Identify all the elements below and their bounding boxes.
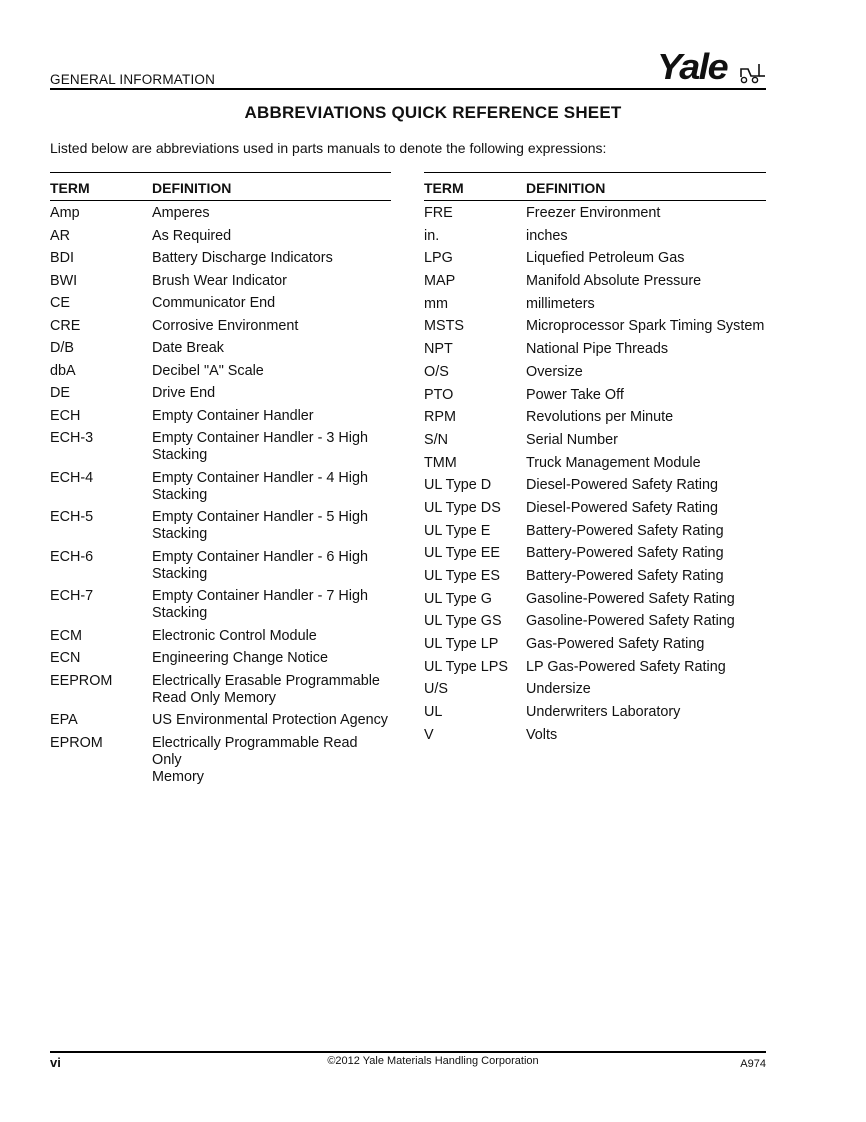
term-cell: mm — [424, 295, 448, 312]
table-row — [424, 294, 766, 317]
definition-cell: US Environmental Protection Agency — [152, 712, 388, 728]
table-row — [424, 316, 766, 339]
table-row — [424, 271, 766, 294]
definition-cell: Volts — [526, 726, 558, 743]
table-row — [50, 203, 391, 226]
term-cell: in. — [424, 227, 440, 244]
definition-cell: Empty Container Handler — [152, 407, 314, 424]
term-header: TERM — [50, 180, 90, 196]
definition-cell: Power Take Off — [526, 386, 624, 403]
definition-cell: Drive End — [152, 385, 216, 401]
term-cell: LPG — [424, 250, 453, 267]
table-row — [424, 203, 766, 226]
definition-cell: Battery Discharge Indicators — [152, 250, 333, 266]
table-row — [424, 385, 766, 408]
table-row — [50, 316, 391, 339]
table-row — [424, 702, 766, 725]
definition-cell: Empty Container Handler - 5 High Stacking — [152, 509, 368, 542]
term-cell: ECH-6 — [50, 548, 94, 565]
left-table-header — [50, 172, 391, 201]
table-row — [424, 453, 766, 476]
term-cell: DE — [50, 385, 70, 401]
table-row — [424, 430, 766, 453]
table-row — [424, 362, 766, 385]
term-cell: ECH-5 — [50, 509, 94, 525]
definition-cell: Battery-Powered Safety Rating — [526, 522, 724, 539]
term-cell: O/S — [424, 363, 449, 380]
definition-cell: Diesel-Powered Safety Rating — [526, 499, 718, 516]
table-row — [50, 248, 391, 271]
right-column — [424, 172, 766, 748]
definition-cell: Truck Management Module — [526, 454, 701, 471]
table-row — [424, 498, 766, 521]
definition-cell: Freezer Environment — [526, 205, 661, 221]
term-cell: ECN — [50, 650, 81, 666]
term-cell: UL Type G — [424, 590, 492, 607]
definition-cell: Electrically Erasable Programmable Read Only Memory — [152, 672, 380, 706]
term-cell: EPROM — [50, 734, 103, 751]
table-row — [424, 679, 766, 702]
definition-cell: Engineering Change Notice — [152, 650, 329, 666]
term-cell: BDI — [50, 250, 74, 266]
definition-cell: Electrically Programmable Read Only Memory — [152, 734, 358, 785]
term-cell: UL Type E — [424, 522, 491, 539]
definition-cell: Oversize — [526, 363, 583, 380]
table-row — [50, 710, 391, 733]
definition-cell: Battery-Powered Safety Rating — [526, 568, 724, 584]
definition-cell: millimeters — [526, 295, 595, 312]
term-cell: NPT — [424, 341, 453, 358]
term-cell: UL Type EE — [424, 545, 500, 562]
term-cell: CE — [50, 295, 70, 311]
table-row — [424, 339, 766, 362]
table-row — [50, 671, 391, 711]
copyright: ©2012 Yale Materials Handling Corporation — [327, 1055, 539, 1067]
right-table-header — [424, 172, 766, 201]
logo-text: Yale — [657, 46, 728, 87]
table-row — [424, 248, 766, 271]
term-cell: ECM — [50, 627, 82, 644]
term-cell: TMM — [424, 454, 457, 471]
table-row — [50, 733, 391, 790]
term-cell: ECH-3 — [50, 430, 94, 446]
section-header: GENERAL INFORMATION — [50, 72, 216, 87]
table-row — [50, 648, 391, 671]
definition-cell: Microprocessor Spark Timing System — [526, 318, 765, 335]
term-cell: UL Type LP — [424, 636, 499, 653]
forklift-icon — [738, 61, 766, 85]
right-rows — [424, 203, 766, 748]
definition-cell: Empty Container Handler - 3 High Stacking — [152, 430, 368, 463]
definition-cell: Brush Wear Indicator — [152, 272, 287, 289]
table-row — [50, 428, 391, 468]
table-row — [50, 406, 391, 429]
yale-logo — [657, 46, 767, 88]
definition-cell: As Required — [152, 227, 232, 244]
term-cell: EEPROM — [50, 672, 113, 689]
term-cell: UL Type LPS — [424, 658, 508, 675]
table-row — [424, 475, 766, 498]
term-cell: UL Type D — [424, 477, 492, 494]
term-header: TERM — [424, 180, 464, 196]
table-row — [50, 338, 391, 361]
table-row — [50, 361, 391, 384]
definition-cell: Diesel-Powered Safety Rating — [526, 477, 718, 494]
table-row — [50, 468, 391, 508]
definition-cell: inches — [526, 227, 568, 244]
document-code: A974 — [740, 1058, 766, 1070]
definition-cell: Gas-Powered Safety Rating — [526, 636, 705, 653]
table-row — [50, 293, 391, 316]
table-row — [50, 383, 391, 406]
term-cell: D/B — [50, 340, 74, 356]
table-row — [50, 626, 391, 649]
table-row — [424, 407, 766, 430]
term-cell: U/S — [424, 681, 448, 698]
table-row — [424, 634, 766, 657]
definition-cell: Empty Container Handler - 6 High Stacking — [152, 548, 368, 582]
definition-cell: Manifold Absolute Pressure — [526, 273, 702, 290]
term-cell: BWI — [50, 272, 78, 289]
left-column — [50, 172, 391, 789]
term-cell: UL Type GS — [424, 613, 502, 630]
term-cell: Amp — [50, 205, 80, 221]
definition-cell: Corrosive Environment — [152, 317, 299, 334]
definition-cell: Date Break — [152, 340, 224, 356]
table-row — [50, 271, 391, 294]
term-cell: FRE — [424, 205, 453, 221]
table-row — [424, 611, 766, 634]
definition-cell: Battery-Powered Safety Rating — [526, 545, 724, 562]
definition-cell: Empty Container Handler - 4 High Stacking — [152, 469, 368, 503]
definition-cell: Gasoline-Powered Safety Rating — [526, 590, 735, 607]
term-cell: RPM — [424, 409, 456, 426]
definition-header: DEFINITION — [152, 180, 232, 196]
definition-cell: Communicator End — [152, 295, 276, 311]
table-row — [424, 566, 766, 589]
header-rule — [50, 88, 766, 90]
term-cell: CRE — [50, 317, 81, 334]
left-rows — [50, 203, 391, 789]
table-row — [50, 507, 391, 547]
table-row — [424, 725, 766, 748]
definition-cell: Decibel "A" Scale — [152, 362, 264, 379]
page-title: ABBREVIATIONS QUICK REFERENCE SHEET — [244, 103, 622, 122]
definition-cell: Underwriters Laboratory — [526, 704, 681, 721]
definition-cell: Liquefied Petroleum Gas — [526, 250, 685, 267]
definition-cell: Electronic Control Module — [152, 627, 317, 644]
term-cell: V — [424, 726, 434, 743]
term-cell: PTO — [424, 386, 454, 403]
definition-cell: Serial Number — [526, 431, 618, 448]
term-cell: UL Type DS — [424, 499, 501, 516]
definition-cell: LP Gas-Powered Safety Rating — [526, 658, 726, 675]
page-number: vi — [50, 1055, 61, 1070]
term-cell: ECH — [50, 407, 81, 424]
term-cell: ECH-4 — [50, 469, 94, 486]
definition-cell: Revolutions per Minute — [526, 409, 674, 426]
table-row — [424, 589, 766, 612]
table-row — [50, 226, 391, 249]
term-cell: dbA — [50, 362, 76, 379]
definition-cell: Empty Container Handler - 7 High Stacking — [152, 588, 368, 621]
term-cell: UL Type ES — [424, 568, 500, 584]
intro-text: Listed below are abbreviations used in parts manuals to denote the following expressions: — [50, 140, 607, 156]
term-cell: MSTS — [424, 318, 464, 335]
table-row — [424, 226, 766, 249]
definition-cell: Amperes — [152, 205, 210, 221]
table-row — [50, 547, 391, 587]
table-row — [50, 586, 391, 626]
term-cell: MAP — [424, 273, 456, 290]
definition-cell: Gasoline-Powered Safety Rating — [526, 613, 735, 630]
footer-rule — [50, 1051, 766, 1053]
table-row — [424, 521, 766, 544]
table-row — [424, 657, 766, 680]
table-row — [424, 543, 766, 566]
term-cell: AR — [50, 227, 70, 244]
term-cell: ECH-7 — [50, 588, 94, 604]
definition-header: DEFINITION — [526, 180, 606, 196]
definition-cell: National Pipe Threads — [526, 341, 669, 358]
term-cell: S/N — [424, 431, 448, 448]
term-cell: UL — [424, 704, 443, 721]
definition-cell: Undersize — [526, 681, 591, 698]
term-cell: EPA — [50, 712, 78, 728]
